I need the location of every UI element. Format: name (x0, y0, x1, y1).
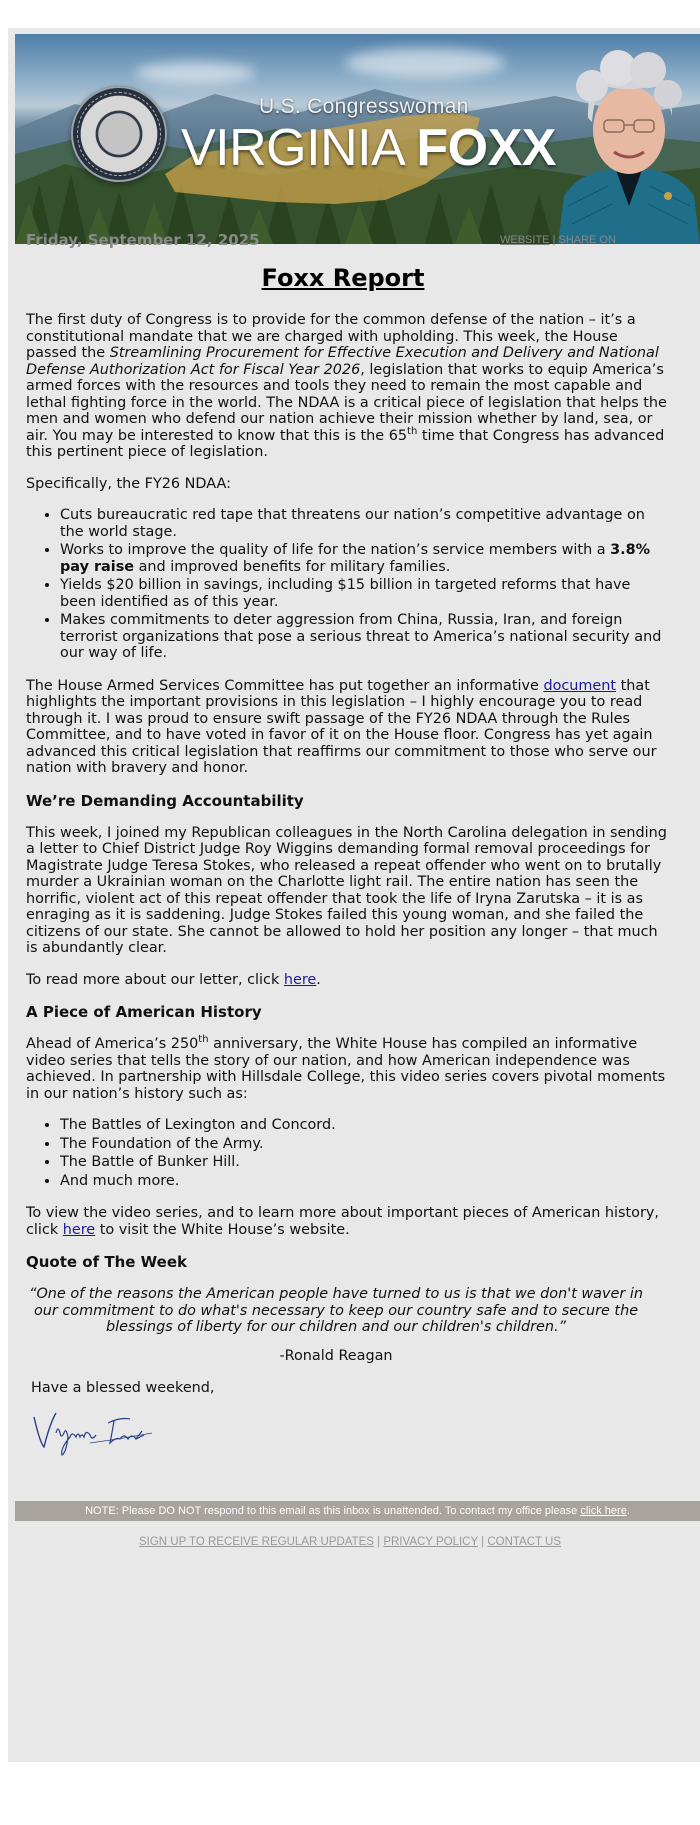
specifically-paragraph: Specifically, the FY26 NDAA: (26, 475, 231, 492)
white-house-here-link[interactable]: here (62, 1221, 96, 1238)
list-item: • The Foundation of the Army. (60, 1136, 700, 1153)
list-item: • Cuts bureaucratic red tape that threatens our nation’s competitive advantage on the world stage. (60, 507, 700, 540)
header-banner (15, 34, 700, 244)
video-series-paragraph: To view the video series, and to learn more about important pieces of American history, click here to visit the White House’s website. (26, 1205, 659, 1238)
newsletter-date: Friday, September 12, 2025 (26, 231, 260, 249)
reagan-quote: “One of the reasons the American people have turned to us is that we don't waver in our commitment to do what's necessary to keep our country safe and to secure the blessings of liberty for our children and our children's children.” (29, 1286, 643, 1335)
quote-author: -Ronald Reagan (279, 1347, 393, 1364)
banner-name (181, 118, 556, 178)
bill-title: Streamlining Procurement for Effective Execution and Delivery and National (109, 345, 659, 361)
handwritten-signature (30, 1403, 160, 1459)
contact-us-link[interactable]: CONTACT US (487, 1536, 562, 1548)
document-link[interactable]: document (543, 677, 617, 694)
banner-first-name: VIRGINIA (181, 119, 403, 177)
armed-services-paragraph: The House Armed Services Committee has put together an informative document that highlights the important provisions in this legislation – I highly encourage you to read through it. I was proud to ensure swift passage of the FY26 NDAA through the Rules Committee, and to have voted in favor of it on the House floor. Congress has yet again advanced this critical legislation that reaffirms our commitment to those who serve our nation with bravery and honor. (26, 677, 657, 776)
unattended-inbox-notice: NOTE: Please DO NOT respond to this email as this inbox is unattended. To contact my office please click here. (15, 1501, 700, 1521)
header-links: WEBSITE | SHARE ON (500, 234, 616, 246)
banner-subtitle: U.S. Congresswoman (259, 95, 469, 118)
accountability-paragraph: This week, I joined my Republican colleagues in the North Carolina delegation in sending a letter to Chief District Judge Roy Wiggins demanding formal removal proceedings for Magistrate Judge Teresa Stokes, who released a repeat offender who went on to brutally murder a Ukrainian woman on the Charlotte light rail. The entire nation has seen the horrific, violent act of this repeat offender that took the life of Iryna Zarutska – it is as enraging as it is saddening. Judge Stokes failed this young woman, and she failed the citizens of our state. She cannot be allowed to hold her position any longer – that much is abundantly clear. (26, 824, 667, 956)
letter-paragraph: To read more about our letter, click here. (26, 971, 321, 988)
list-item: • The Battle of Bunker Hill. (60, 1154, 700, 1171)
congresswoman-portrait (558, 46, 700, 244)
newsletter-title: Foxx Report (261, 264, 425, 292)
contact-click-here-link[interactable]: click here (580, 1505, 627, 1517)
ndaa-bullet-list (26, 507, 700, 662)
north-carolina-seal-icon (71, 86, 167, 182)
list-item: • Yields $20 billion in savings, including $15 billion in targeted reforms that have been identified as of this year. (60, 577, 700, 610)
list-item: • Makes commitments to deter aggression from China, Russia, Iran, and foreign terrorist organizations that pose a serious threat to America’s national security and our way of life. (60, 612, 700, 662)
closing-line: Have a blessed weekend, (31, 1380, 215, 1396)
list-item: • Works to improve the quality of life for the nation’s service members with a 3.8% pay raise and improved benefits for military families. (60, 542, 700, 575)
list-item: • And much more. (60, 1173, 700, 1190)
history-paragraph: Ahead of America’s 250th anniversary, the White House has compiled an informative video series that tells the story of our nation, and how American independence was achieved. In partnership with Hillsdale College, this video series covers pivotal moments in our nation’s history such as: (26, 1034, 666, 1102)
footer-links: SIGN UP TO RECEIVE REGULAR UPDATES | PRIVACY POLICY | CONTACT US (138, 1536, 562, 1548)
article-body (26, 312, 700, 1397)
website-link[interactable]: WEBSITE (500, 234, 550, 246)
quote-heading: Quote of The Week (26, 1253, 187, 1271)
signup-updates-link[interactable]: SIGN UP TO RECEIVE REGULAR UPDATES (138, 1536, 374, 1548)
letter-here-link[interactable]: here (283, 971, 317, 988)
history-bullet-list (26, 1117, 700, 1189)
intro-paragraph: The first duty of Congress is to provide for the common defense of the nation – it’s a constitutional mandate that we are charged with upholding. This week, the House passed the Streamlining Procurement for Effective Execution and Delivery and National Defense Authorization Act for Fiscal Year 2026, legislation that works to equip America’s armed forces with the resources and tools they need to remain the most capable and lethal fighting force in the world. The NDAA is a critical piece of legislation that helps the men and women who defend our nation achieve their mission whether by land, sea, or air. You may be interested to know that this is the 65th time that Congress has advanced this pertinent piece of legislation. (26, 312, 667, 460)
share-on-label[interactable]: SHARE ON (558, 234, 616, 246)
list-item: • The Battles of Lexington and Concord. (60, 1117, 700, 1134)
privacy-policy-link[interactable]: PRIVACY POLICY (383, 1536, 478, 1548)
banner-last-name: FOXX (416, 119, 556, 177)
history-heading: A Piece of American History (26, 1003, 262, 1021)
email-frame (8, 28, 700, 1762)
accountability-heading: We’re Demanding Accountability (26, 791, 304, 810)
